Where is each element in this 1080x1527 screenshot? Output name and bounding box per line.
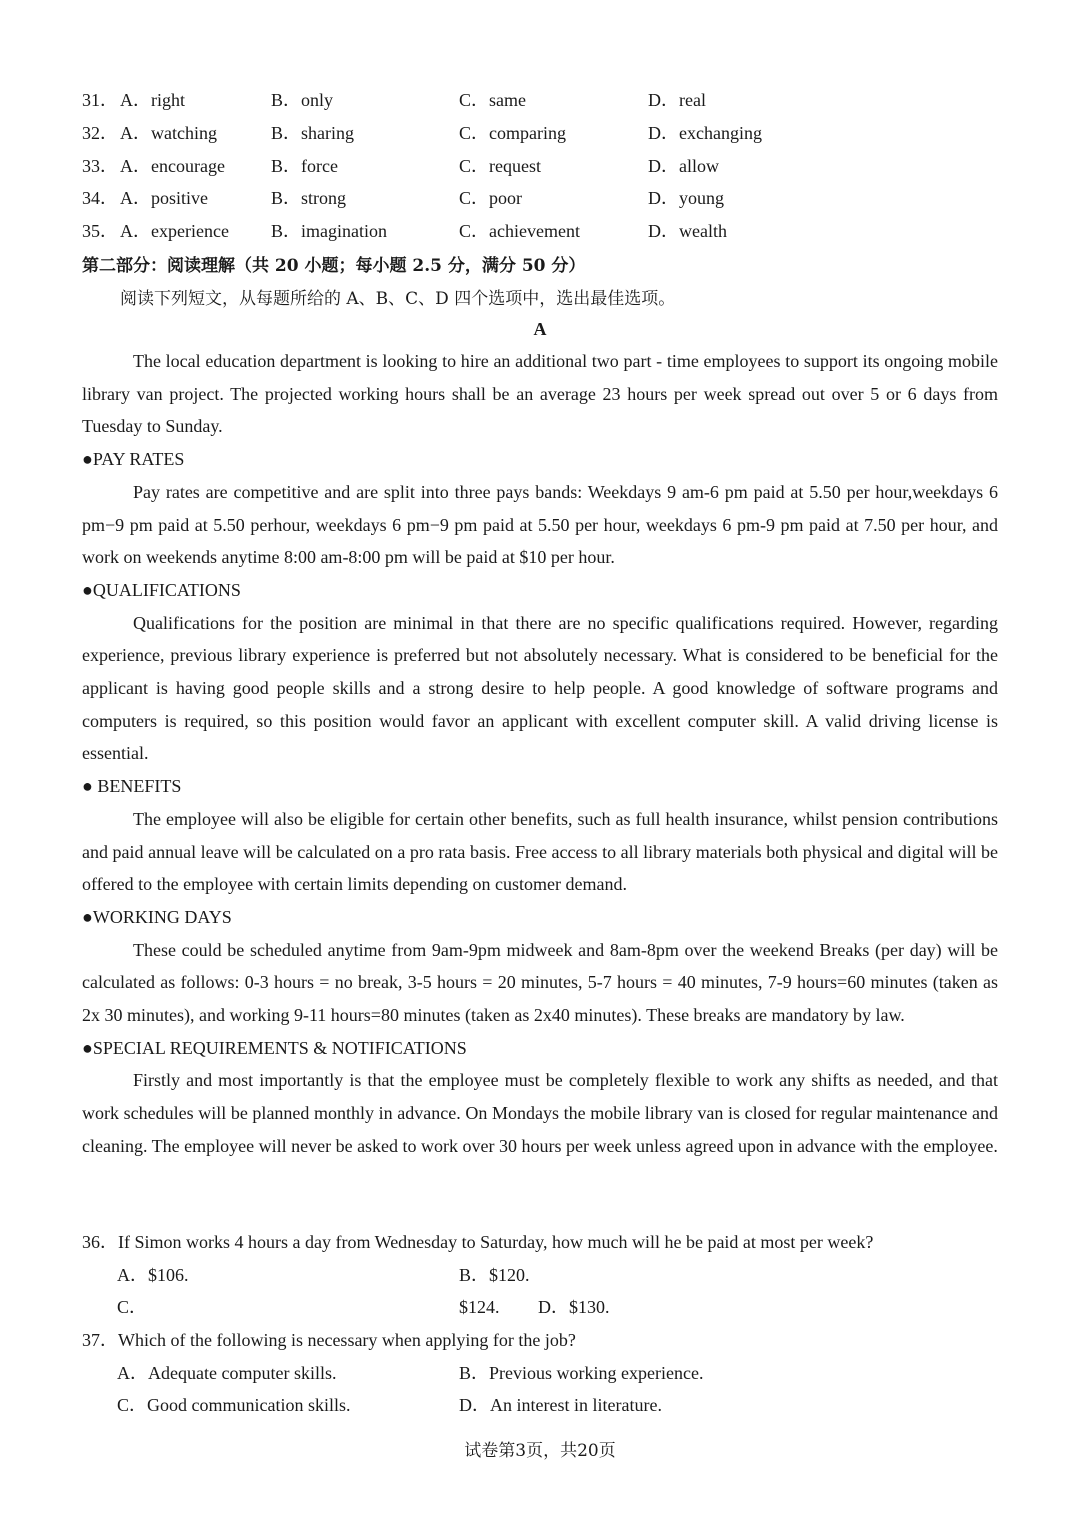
- question-number: 33．: [82, 155, 118, 176]
- question-number: 34．: [82, 188, 118, 209]
- option-d: D．young: [648, 188, 724, 209]
- option-b: B．force: [271, 155, 338, 176]
- option-b: B．sharing: [271, 122, 354, 143]
- option-d: D．An interest in literature.: [459, 1395, 662, 1416]
- option-d: D．exchanging: [648, 122, 762, 143]
- question-number: 35．: [82, 221, 118, 242]
- option-c: C．poor: [459, 188, 522, 209]
- option-c: C．comparing: [459, 122, 566, 143]
- special-requirements-text: Firstly and most importantly is that the employee must be completely flexible to work any shifts as needed, and that work schedules will be planned monthly in advance. On Mondays the mobile library van is closed for regular maintenance and cleaning. The employee will never be asked to work over 30 hours per week unless agreed upon in advance with the employee.: [82, 1070, 998, 1156]
- option-a: A．watching: [120, 122, 217, 143]
- page-footer: 试卷第3页，共20页: [464, 1441, 616, 1461]
- benefits-text: The employee will also be eligible for certain other benefits, such as full health insurance, whilst pension contributions and paid annual leave will be calculated on a pro rata basis. Free access to all library materials both physical and digital will be offered to the employee with certain limits depending on customer demand.: [82, 808, 998, 895]
- option-a: A．experience: [120, 221, 229, 242]
- option-d: D．$130.: [538, 1297, 610, 1318]
- option-a: A．Adequate computer skills.: [117, 1362, 337, 1383]
- section-title: 第二部分：阅读理解（共 20 小题；每小题 2.5 分，满分 50 分）: [82, 256, 586, 276]
- option-c: C．Good communication skills.: [117, 1395, 351, 1416]
- option-c-label: C．: [117, 1297, 148, 1318]
- question-stem: 36．If Simon works 4 hours a day from Wednesday to Saturday, how much will he be paid at most per week?: [82, 1232, 874, 1252]
- working-days-heading: ●WORKING DAYS: [82, 906, 232, 927]
- option-b: B．strong: [271, 188, 347, 209]
- option-d: D．wealth: [648, 221, 727, 242]
- special-requirements-heading: ●SPECIAL REQUIREMENTS & NOTIFICATIONS: [82, 1037, 467, 1058]
- option-b: B．$120.: [459, 1264, 530, 1285]
- cloze-row: [82, 119, 982, 152]
- option-a: A．positive: [120, 188, 208, 209]
- question-36: [82, 1226, 1002, 1326]
- reading-passage: [82, 345, 998, 1163]
- question-number: 32．: [82, 122, 118, 143]
- option-b: B．only: [271, 90, 334, 110]
- question-number: 31．: [82, 90, 118, 110]
- option-c: C．request: [459, 155, 541, 176]
- option-c-value: $124.: [459, 1297, 500, 1318]
- cloze-row: [82, 86, 982, 119]
- option-c: C．same: [459, 90, 526, 110]
- benefits-heading: ● BENEFITS: [82, 776, 182, 797]
- option-d: D．allow: [648, 155, 719, 176]
- option-a: A．$106.: [117, 1264, 189, 1285]
- pay-rates-text: Pay rates are competitive and are split into three pays bands: Weekdays 9 am-6 pm paid at 5.50 per hour,weekdays 6 pm−9 pm paid at 5.50 perhour, weekdays 6 pm−9 pm paid at 5.50 per hour, weekdays 6 pm-9 pm paid at 7.50 per hour, and work on weekends anytime 8:00 am-8:00 pm will be paid at $10 per hour.: [82, 481, 998, 568]
- option-a: A．encourage: [120, 155, 225, 176]
- qualifications-heading: ●QUALIFICATIONS: [82, 579, 241, 600]
- cloze-row: [82, 152, 982, 185]
- cloze-options: [82, 86, 982, 250]
- option-b: B．imagination: [271, 221, 387, 242]
- option-d: D．real: [648, 90, 706, 110]
- question-37: [82, 1324, 1002, 1424]
- passage-letter: A: [533, 319, 547, 339]
- pay-rates-heading: ●PAY RATES: [82, 449, 185, 470]
- option-b: B．Previous working experience.: [459, 1362, 704, 1383]
- option-a: A．right: [120, 90, 185, 110]
- working-days-text: These could be scheduled anytime from 9am-9pm midweek and 8am-8pm over the weekend Breaks (per day) will be calculated as follows: 0-3 hours = no break, 3-5 hours = 20 minutes, 5-7 hours = 40 minutes, 7-9 hours=60 minutes (taken as 2x 30 minutes), and working 9-11 hours=80 minutes (taken as 2x40 minutes). These breaks are mandatory by law.: [82, 939, 998, 1026]
- option-c: C．achievement: [459, 221, 580, 242]
- passage-intro: The local education department is looking to hire an additional two part - time employees to support its ongoing mobile library van project. The projected working hours shall be an average 23 hours per week spread out over 5 or 6 days from Tuesday to Sunday.: [82, 351, 998, 437]
- question-stem: 37．Which of the following is necessary when applying for the job?: [82, 1330, 576, 1350]
- qualifications-text: Qualifications for the position are minimal in that there are no specific qualifications required. However, regarding experience, previous library experience is preferred but not absolutely necessary. What is considered to be beneficial for the applicant is having good people skills and a strong desire to help people. A good knowledge of software programs and computers is required, so this position would favor an applicant with excellent computer skill. A valid driving license is essential.: [82, 612, 998, 764]
- section-instruction: 阅读下列短文，从每题所给的 A、B、C、D 四个选项中，选出最佳选项。: [120, 289, 676, 309]
- cloze-row: [82, 184, 982, 217]
- cloze-row: [82, 217, 982, 250]
